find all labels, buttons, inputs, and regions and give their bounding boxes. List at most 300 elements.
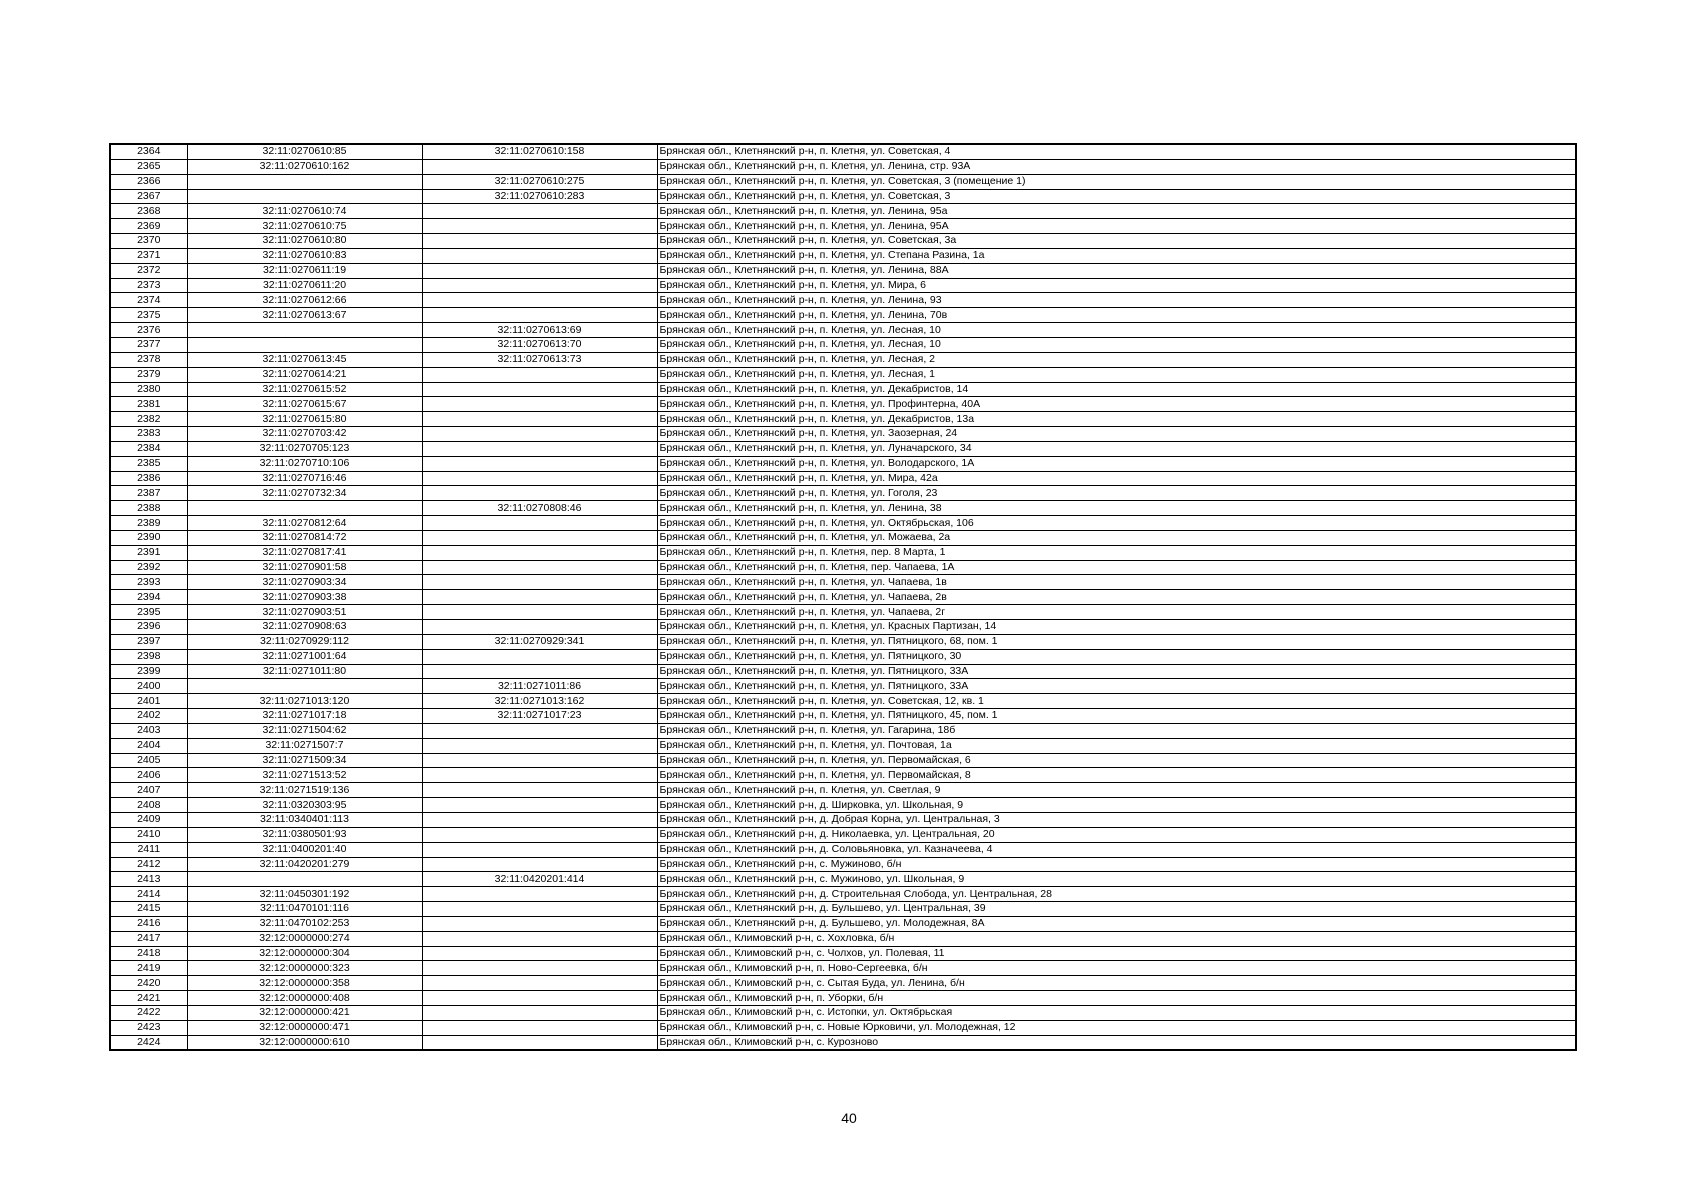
table-row — [110, 545, 1576, 560]
table-row — [110, 337, 1576, 352]
table-row — [110, 753, 1576, 768]
object-cadastral-number-cell — [422, 738, 657, 753]
table-row — [110, 872, 1576, 887]
object-cadastral-number-cell — [422, 976, 657, 991]
cadastral-number-cell: 32:11:0270814:72 — [187, 530, 422, 545]
table-row — [110, 931, 1576, 946]
row-number-cell: 2379 — [110, 367, 187, 382]
object-cadastral-number-cell: 32:11:0271013:162 — [422, 694, 657, 709]
cadastral-number-cell: 32:11:0270716:46 — [187, 471, 422, 486]
row-number-cell: 2413 — [110, 872, 187, 887]
row-number-cell: 2424 — [110, 1035, 187, 1050]
table-row — [110, 501, 1576, 516]
table-row — [110, 204, 1576, 219]
object-cadastral-number-cell: 32:11:0270613:70 — [422, 337, 657, 352]
object-cadastral-number-cell — [422, 723, 657, 738]
table-row — [110, 263, 1576, 278]
table-row — [110, 323, 1576, 338]
table-row — [110, 590, 1576, 605]
cadastral-number-cell: 32:11:0270610:74 — [187, 204, 422, 219]
cadastral-number-cell — [187, 189, 422, 204]
address-cell: Брянская обл., Климовский р-н, с. Новые Юрковичи, ул. Молодежная, 12 — [657, 1020, 1576, 1035]
address-cell: Брянская обл., Клетнянский р-н, п. Клетня, ул. Лесная, 10 — [657, 337, 1576, 352]
address-cell: Брянская обл., Клетнянский р-н, п. Клетня, пер. 8 Марта, 1 — [657, 545, 1576, 560]
table-row — [110, 723, 1576, 738]
address-cell: Брянская обл., Клетнянский р-н, п. Клетня, ул. Мира, 42а — [657, 471, 1576, 486]
cadastral-number-cell: 32:11:0270610:162 — [187, 159, 422, 174]
object-cadastral-number-cell: 32:11:0270808:46 — [422, 501, 657, 516]
address-cell: Брянская обл., Климовский р-н, с. Истопки, ул. Октябрьская — [657, 1005, 1576, 1020]
address-cell: Брянская обл., Клетнянский р-н, п. Клетня, ул. Ленина, 88А — [657, 263, 1576, 278]
object-cadastral-number-cell — [422, 308, 657, 323]
address-cell: Брянская обл., Клетнянский р-н, п. Клетня, ул. Советская, 3 (помещение 1) — [657, 174, 1576, 189]
object-cadastral-number-cell — [422, 857, 657, 872]
object-cadastral-number-cell: 32:11:0270610:158 — [422, 144, 657, 159]
table-row — [110, 189, 1576, 204]
object-cadastral-number-cell — [422, 1020, 657, 1035]
row-number-cell: 2420 — [110, 976, 187, 991]
cadastral-number-cell: 32:11:0270615:52 — [187, 382, 422, 397]
table-row — [110, 278, 1576, 293]
address-cell: Брянская обл., Клетнянский р-н, д. Ширковка, ул. Школьная, 9 — [657, 798, 1576, 813]
address-cell: Брянская обл., Климовский р-н, п. Уборки, б/н — [657, 991, 1576, 1006]
object-cadastral-number-cell — [422, 293, 657, 308]
object-cadastral-number-cell — [422, 159, 657, 174]
object-cadastral-number-cell — [422, 783, 657, 798]
cadastral-number-cell: 32:11:0270903:34 — [187, 575, 422, 590]
object-cadastral-number-cell — [422, 827, 657, 842]
cadastral-number-cell: 32:12:0000000:610 — [187, 1035, 422, 1050]
row-number-cell: 2390 — [110, 530, 187, 545]
row-number-cell: 2377 — [110, 337, 187, 352]
table-row — [110, 159, 1576, 174]
address-cell: Брянская обл., Клетнянский р-н, д. Бульшево, ул. Молодежная, 8А — [657, 916, 1576, 931]
address-cell: Брянская обл., Климовский р-н, с. Чолхов, ул. Полевая, 11 — [657, 946, 1576, 961]
object-cadastral-number-cell — [422, 397, 657, 412]
address-cell: Брянская обл., Клетнянский р-н, п. Клетня, ул. Советская, 4 — [657, 144, 1576, 159]
row-number-cell: 2370 — [110, 234, 187, 249]
object-cadastral-number-cell — [422, 471, 657, 486]
object-cadastral-number-cell: 32:11:0271011:86 — [422, 679, 657, 694]
table-row — [110, 1005, 1576, 1020]
cadastral-number-cell — [187, 679, 422, 694]
address-cell: Брянская обл., Климовский р-н, с. Хохловка, б/н — [657, 931, 1576, 946]
row-number-cell: 2382 — [110, 412, 187, 427]
row-number-cell: 2394 — [110, 590, 187, 605]
cadastral-number-cell: 32:11:0470102:253 — [187, 916, 422, 931]
row-number-cell: 2364 — [110, 144, 187, 159]
row-number-cell: 2419 — [110, 961, 187, 976]
address-cell: Брянская обл., Клетнянский р-н, п. Клетня, ул. Гоголя, 23 — [657, 486, 1576, 501]
row-number-cell: 2416 — [110, 916, 187, 931]
row-number-cell: 2371 — [110, 248, 187, 263]
table-row — [110, 293, 1576, 308]
address-cell: Брянская обл., Клетнянский р-н, п. Клетня, ул. Ленина, 93 — [657, 293, 1576, 308]
address-cell: Брянская обл., Клетнянский р-н, д. Бульшево, ул. Центральная, 39 — [657, 902, 1576, 917]
table-row — [110, 367, 1576, 382]
table-row — [110, 471, 1576, 486]
row-number-cell: 2397 — [110, 634, 187, 649]
row-number-cell: 2412 — [110, 857, 187, 872]
row-number-cell: 2389 — [110, 516, 187, 531]
cadastral-number-cell: 32:11:0270929:112 — [187, 634, 422, 649]
row-number-cell: 2401 — [110, 694, 187, 709]
table-row — [110, 857, 1576, 872]
table-row — [110, 709, 1576, 724]
cadastral-number-cell: 32:11:0270908:63 — [187, 620, 422, 635]
address-cell: Брянская обл., Клетнянский р-н, п. Клетня, ул. Луначарского, 34 — [657, 441, 1576, 456]
cadastral-number-cell: 32:11:0270613:45 — [187, 352, 422, 367]
row-number-cell: 2384 — [110, 441, 187, 456]
address-cell: Брянская обл., Клетнянский р-н, п. Клетня, ул. Чапаева, 2г — [657, 605, 1576, 620]
row-number-cell: 2410 — [110, 827, 187, 842]
cadastral-number-cell — [187, 501, 422, 516]
address-cell: Брянская обл., Клетнянский р-н, д. Соловьяновка, ул. Казначеева, 4 — [657, 842, 1576, 857]
object-cadastral-number-cell — [422, 753, 657, 768]
object-cadastral-number-cell — [422, 204, 657, 219]
address-cell: Брянская обл., Клетнянский р-н, п. Клетня, ул. Гагарина, 18б — [657, 723, 1576, 738]
table-row — [110, 916, 1576, 931]
table-row — [110, 560, 1576, 575]
table-row — [110, 456, 1576, 471]
row-number-cell: 2407 — [110, 783, 187, 798]
cadastral-number-cell: 32:11:0270615:80 — [187, 412, 422, 427]
cadastral-number-cell: 32:11:0270610:75 — [187, 219, 422, 234]
row-number-cell: 2421 — [110, 991, 187, 1006]
cadastral-number-cell — [187, 323, 422, 338]
address-cell: Брянская обл., Клетнянский р-н, п. Клетня, ул. Пятницкого, 33А — [657, 679, 1576, 694]
object-cadastral-number-cell — [422, 1005, 657, 1020]
object-cadastral-number-cell — [422, 219, 657, 234]
cadastral-number-cell: 32:11:0270705:123 — [187, 441, 422, 456]
cadastral-number-cell: 32:12:0000000:323 — [187, 961, 422, 976]
row-number-cell: 2381 — [110, 397, 187, 412]
table-row — [110, 961, 1576, 976]
cadastral-number-cell: 32:11:0270901:58 — [187, 560, 422, 575]
address-cell: Брянская обл., Клетнянский р-н, п. Клетня, ул. Пятницкого, 33А — [657, 664, 1576, 679]
object-cadastral-number-cell — [422, 382, 657, 397]
address-cell: Брянская обл., Клетнянский р-н, п. Клетня, ул. Декабристов, 13а — [657, 412, 1576, 427]
table-row — [110, 352, 1576, 367]
cadastral-number-cell: 32:11:0270611:19 — [187, 263, 422, 278]
row-number-cell: 2411 — [110, 842, 187, 857]
row-number-cell: 2368 — [110, 204, 187, 219]
cadastral-number-cell: 32:11:0380501:93 — [187, 827, 422, 842]
table-row — [110, 827, 1576, 842]
table-row — [110, 575, 1576, 590]
object-cadastral-number-cell — [422, 961, 657, 976]
table-row — [110, 991, 1576, 1006]
address-cell: Брянская обл., Клетнянский р-н, п. Клетня, ул. Степана Разина, 1а — [657, 248, 1576, 263]
table-row — [110, 842, 1576, 857]
address-cell: Брянская обл., Клетнянский р-н, п. Клетня, ул. Декабристов, 14 — [657, 382, 1576, 397]
row-number-cell: 2418 — [110, 946, 187, 961]
object-cadastral-number-cell — [422, 931, 657, 946]
object-cadastral-number-cell: 32:11:0270610:275 — [422, 174, 657, 189]
cadastral-number-cell: 32:11:0270812:64 — [187, 516, 422, 531]
table-row — [110, 605, 1576, 620]
table-row — [110, 783, 1576, 798]
address-cell: Брянская обл., Клетнянский р-н, п. Клетня, ул. Лесная, 2 — [657, 352, 1576, 367]
row-number-cell: 2406 — [110, 768, 187, 783]
object-cadastral-number-cell: 32:11:0270613:69 — [422, 323, 657, 338]
address-cell: Брянская обл., Клетнянский р-н, п. Клетня, ул. Ленина, 95А — [657, 219, 1576, 234]
row-number-cell: 2414 — [110, 887, 187, 902]
cadastral-number-cell: 32:11:0270817:41 — [187, 545, 422, 560]
table-row — [110, 248, 1576, 263]
row-number-cell: 2405 — [110, 753, 187, 768]
object-cadastral-number-cell — [422, 545, 657, 560]
cadastral-number-cell: 32:11:0271507:7 — [187, 738, 422, 753]
row-number-cell: 2383 — [110, 427, 187, 442]
row-number-cell: 2402 — [110, 709, 187, 724]
table-row — [110, 768, 1576, 783]
address-cell: Брянская обл., Клетнянский р-н, п. Клетня, ул. Лесная, 1 — [657, 367, 1576, 382]
address-cell: Брянская обл., Клетнянский р-н, д. Николаевка, ул. Центральная, 20 — [657, 827, 1576, 842]
cadastral-number-cell: 32:12:0000000:471 — [187, 1020, 422, 1035]
address-cell: Брянская обл., Клетнянский р-н, п. Клетня, ул. Первомайская, 8 — [657, 768, 1576, 783]
table-row — [110, 412, 1576, 427]
cadastral-number-cell: 32:11:0270610:83 — [187, 248, 422, 263]
table-row — [110, 397, 1576, 412]
address-cell: Брянская обл., Клетнянский р-н, п. Клетня, ул. Советская, 3а — [657, 234, 1576, 249]
table-row — [110, 664, 1576, 679]
table-row — [110, 1035, 1576, 1050]
row-number-cell: 2375 — [110, 308, 187, 323]
address-cell: Брянская обл., Клетнянский р-н, п. Клетня, ул. Заозерная, 24 — [657, 427, 1576, 442]
object-cadastral-number-cell — [422, 902, 657, 917]
address-cell: Брянская обл., Клетнянский р-н, п. Клетня, ул. Советская, 12, кв. 1 — [657, 694, 1576, 709]
cadastral-number-cell — [187, 337, 422, 352]
table-row — [110, 976, 1576, 991]
address-cell: Брянская обл., Клетнянский р-н, п. Клетня, ул. Лесная, 10 — [657, 323, 1576, 338]
cadastral-number-cell: 32:11:0340401:113 — [187, 812, 422, 827]
cadastral-number-cell: 32:11:0271513:52 — [187, 768, 422, 783]
object-cadastral-number-cell — [422, 234, 657, 249]
row-number-cell: 2398 — [110, 649, 187, 664]
address-cell: Брянская обл., Клетнянский р-н, п. Клетня, ул. Почтовая, 1а — [657, 738, 1576, 753]
object-cadastral-number-cell: 32:11:0270613:73 — [422, 352, 657, 367]
table-row — [110, 694, 1576, 709]
cadastral-number-cell: 32:11:0271519:136 — [187, 783, 422, 798]
object-cadastral-number-cell — [422, 887, 657, 902]
cadastral-number-cell: 32:11:0270903:38 — [187, 590, 422, 605]
object-cadastral-number-cell — [422, 427, 657, 442]
object-cadastral-number-cell — [422, 486, 657, 501]
address-cell: Брянская обл., Клетнянский р-н, с. Мужиново, б/н — [657, 857, 1576, 872]
object-cadastral-number-cell — [422, 263, 657, 278]
row-number-cell: 2396 — [110, 620, 187, 635]
row-number-cell: 2392 — [110, 560, 187, 575]
address-cell: Брянская обл., Клетнянский р-н, п. Клетня, ул. Чапаева, 2в — [657, 590, 1576, 605]
address-cell: Брянская обл., Клетнянский р-н, п. Клетня, ул. Профинтерна, 40А — [657, 397, 1576, 412]
cadastral-number-cell: 32:12:0000000:408 — [187, 991, 422, 1006]
address-cell: Брянская обл., Клетнянский р-н, п. Клетня, пер. Чапаева, 1А — [657, 560, 1576, 575]
object-cadastral-number-cell — [422, 441, 657, 456]
table-row — [110, 887, 1576, 902]
address-cell: Брянская обл., Климовский р-н, с. Сытая Буда, ул. Ленина, б/н — [657, 976, 1576, 991]
address-cell: Брянская обл., Клетнянский р-н, п. Клетня, ул. Пятницкого, 68, пом. 1 — [657, 634, 1576, 649]
row-number-cell: 2366 — [110, 174, 187, 189]
cadastral-number-cell: 32:12:0000000:304 — [187, 946, 422, 961]
register-table-body — [110, 144, 1576, 1050]
table-row — [110, 679, 1576, 694]
address-cell: Брянская обл., Клетнянский р-н, п. Клетня, ул. Красных Партизан, 14 — [657, 620, 1576, 635]
address-cell: Брянская обл., Климовский р-н, с. Курозново — [657, 1035, 1576, 1050]
cadastral-number-cell: 32:11:0450301:192 — [187, 887, 422, 902]
row-number-cell: 2372 — [110, 263, 187, 278]
row-number-cell: 2400 — [110, 679, 187, 694]
row-number-cell: 2367 — [110, 189, 187, 204]
cadastral-number-cell: 32:12:0000000:358 — [187, 976, 422, 991]
table-row — [110, 219, 1576, 234]
row-number-cell: 2388 — [110, 501, 187, 516]
address-cell: Брянская обл., Климовский р-н, п. Ново-Сергеевка, б/н — [657, 961, 1576, 976]
cadastral-number-cell: 32:11:0270610:85 — [187, 144, 422, 159]
table-row — [110, 1020, 1576, 1035]
cadastral-number-cell: 32:11:0270732:34 — [187, 486, 422, 501]
object-cadastral-number-cell — [422, 412, 657, 427]
row-number-cell: 2365 — [110, 159, 187, 174]
table-row — [110, 798, 1576, 813]
cadastral-number-cell: 32:11:0270611:20 — [187, 278, 422, 293]
address-cell: Брянская обл., Клетнянский р-н, п. Клетня, ул. Советская, 3 — [657, 189, 1576, 204]
cadastral-number-cell: 32:11:0270614:21 — [187, 367, 422, 382]
row-number-cell: 2408 — [110, 798, 187, 813]
cadastral-number-cell: 32:11:0270615:67 — [187, 397, 422, 412]
object-cadastral-number-cell: 32:11:0271017:23 — [422, 709, 657, 724]
cadastral-number-cell: 32:11:0270613:67 — [187, 308, 422, 323]
object-cadastral-number-cell — [422, 916, 657, 931]
address-cell: Брянская обл., Клетнянский р-н, п. Клетня, ул. Мира, 6 — [657, 278, 1576, 293]
row-number-cell: 2376 — [110, 323, 187, 338]
address-cell: Брянская обл., Клетнянский р-н, д. Добрая Корна, ул. Центральная, 3 — [657, 812, 1576, 827]
cadastral-number-cell: 32:12:0000000:421 — [187, 1005, 422, 1020]
object-cadastral-number-cell: 32:11:0270610:283 — [422, 189, 657, 204]
row-number-cell: 2395 — [110, 605, 187, 620]
cadastral-number-cell: 32:11:0271017:18 — [187, 709, 422, 724]
address-cell: Брянская обл., Клетнянский р-н, п. Клетня, ул. Октябрьская, 106 — [657, 516, 1576, 531]
row-number-cell: 2385 — [110, 456, 187, 471]
table-row — [110, 902, 1576, 917]
address-cell: Брянская обл., Клетнянский р-н, п. Клетня, ул. Чапаева, 1в — [657, 575, 1576, 590]
object-cadastral-number-cell — [422, 812, 657, 827]
row-number-cell: 2380 — [110, 382, 187, 397]
row-number-cell: 2386 — [110, 471, 187, 486]
address-cell: Брянская обл., Клетнянский р-н, п. Клетня, ул. Ленина, 95а — [657, 204, 1576, 219]
cadastral-number-cell: 32:11:0270610:80 — [187, 234, 422, 249]
table-row — [110, 649, 1576, 664]
object-cadastral-number-cell — [422, 991, 657, 1006]
cadastral-number-cell — [187, 174, 422, 189]
address-cell: Брянская обл., Клетнянский р-н, п. Клетня, ул. Светлая, 9 — [657, 783, 1576, 798]
row-number-cell: 2415 — [110, 902, 187, 917]
address-cell: Брянская обл., Клетнянский р-н, с. Мужиново, ул. Школьная, 9 — [657, 872, 1576, 887]
table-row — [110, 738, 1576, 753]
object-cadastral-number-cell — [422, 367, 657, 382]
table-row — [110, 441, 1576, 456]
object-cadastral-number-cell — [422, 649, 657, 664]
row-number-cell: 2378 — [110, 352, 187, 367]
cadastral-number-cell: 32:11:0271011:80 — [187, 664, 422, 679]
table-row — [110, 174, 1576, 189]
table-row — [110, 144, 1576, 159]
cadastral-number-cell: 32:11:0271001:64 — [187, 649, 422, 664]
table-row — [110, 308, 1576, 323]
cadastral-number-cell: 32:11:0420201:279 — [187, 857, 422, 872]
cadastral-number-cell: 32:11:0320303:95 — [187, 798, 422, 813]
table-row — [110, 812, 1576, 827]
address-cell: Брянская обл., Клетнянский р-н, п. Клетня, ул. Ленина, 38 — [657, 501, 1576, 516]
cadastral-number-cell: 32:11:0271509:34 — [187, 753, 422, 768]
address-cell: Брянская обл., Клетнянский р-н, п. Клетня, ул. Ленина, 70в — [657, 308, 1576, 323]
cadastral-number-cell: 32:11:0470101:116 — [187, 902, 422, 917]
cadastral-number-cell: 32:11:0270710:106 — [187, 456, 422, 471]
row-number-cell: 2399 — [110, 664, 187, 679]
address-cell: Брянская обл., Клетнянский р-н, д. Строительная Слобода, ул. Центральная, 28 — [657, 887, 1576, 902]
row-number-cell: 2417 — [110, 931, 187, 946]
object-cadastral-number-cell — [422, 798, 657, 813]
cadastral-number-cell — [187, 872, 422, 887]
cadastral-number-cell: 32:11:0270703:42 — [187, 427, 422, 442]
row-number-cell: 2387 — [110, 486, 187, 501]
object-cadastral-number-cell — [422, 946, 657, 961]
object-cadastral-number-cell — [422, 456, 657, 471]
table-row — [110, 382, 1576, 397]
cadastral-number-cell: 32:11:0271013:120 — [187, 694, 422, 709]
object-cadastral-number-cell — [422, 516, 657, 531]
object-cadastral-number-cell — [422, 842, 657, 857]
table-row — [110, 530, 1576, 545]
object-cadastral-number-cell — [422, 768, 657, 783]
table-row — [110, 634, 1576, 649]
row-number-cell: 2393 — [110, 575, 187, 590]
cadastral-number-cell: 32:11:0270903:51 — [187, 605, 422, 620]
address-cell: Брянская обл., Клетнянский р-н, п. Клетня, ул. Володарского, 1А — [657, 456, 1576, 471]
row-number-cell: 2422 — [110, 1005, 187, 1020]
row-number-cell: 2409 — [110, 812, 187, 827]
address-cell: Брянская обл., Клетнянский р-н, п. Клетня, ул. Пятницкого, 30 — [657, 649, 1576, 664]
address-cell: Брянская обл., Клетнянский р-н, п. Клетня, ул. Первомайская, 6 — [657, 753, 1576, 768]
object-cadastral-number-cell — [422, 560, 657, 575]
table-row — [110, 234, 1576, 249]
row-number-cell: 2403 — [110, 723, 187, 738]
row-number-cell: 2369 — [110, 219, 187, 234]
row-number-cell: 2404 — [110, 738, 187, 753]
address-cell: Брянская обл., Клетнянский р-н, п. Клетня, ул. Ленина, стр. 93А — [657, 159, 1576, 174]
object-cadastral-number-cell — [422, 248, 657, 263]
cadastral-number-cell: 32:12:0000000:274 — [187, 931, 422, 946]
cadastral-number-cell: 32:11:0270612:66 — [187, 293, 422, 308]
object-cadastral-number-cell: 32:11:0270929:341 — [422, 634, 657, 649]
object-cadastral-number-cell — [422, 278, 657, 293]
object-cadastral-number-cell — [422, 590, 657, 605]
object-cadastral-number-cell: 32:11:0420201:414 — [422, 872, 657, 887]
property-register-table — [109, 143, 1577, 1051]
object-cadastral-number-cell — [422, 530, 657, 545]
table-row — [110, 486, 1576, 501]
address-cell: Брянская обл., Клетнянский р-н, п. Клетня, ул. Пятницкого, 45, пом. 1 — [657, 709, 1576, 724]
table-row — [110, 427, 1576, 442]
row-number-cell: 2373 — [110, 278, 187, 293]
row-number-cell: 2374 — [110, 293, 187, 308]
table-row — [110, 516, 1576, 531]
table-row — [110, 620, 1576, 635]
object-cadastral-number-cell — [422, 664, 657, 679]
table-row — [110, 946, 1576, 961]
object-cadastral-number-cell — [422, 620, 657, 635]
address-cell: Брянская обл., Клетнянский р-н, п. Клетня, ул. Можаева, 2а — [657, 530, 1576, 545]
